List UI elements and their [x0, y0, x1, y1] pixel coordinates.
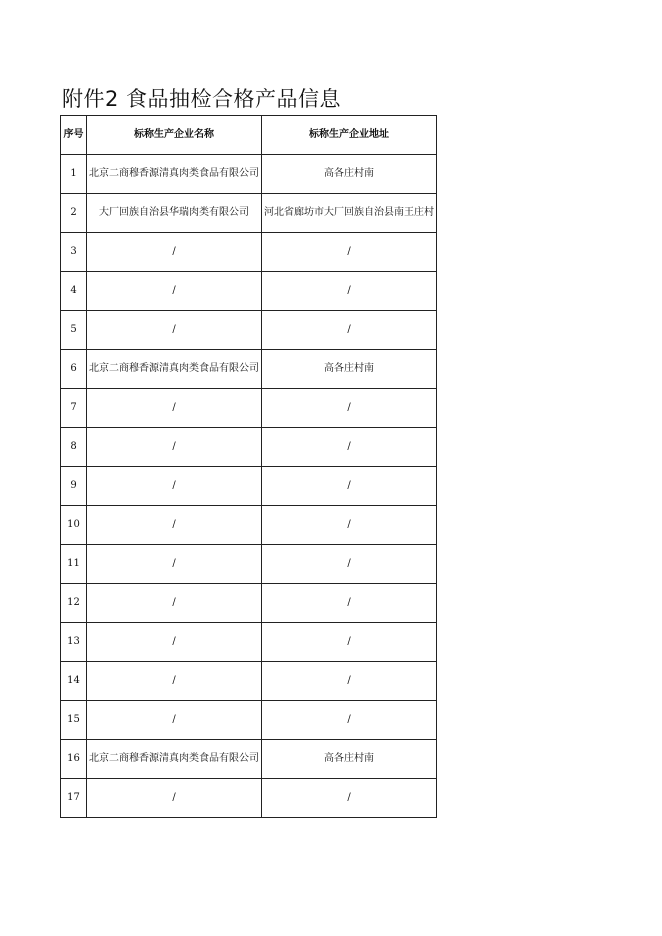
cell-serial: 10	[61, 506, 87, 545]
cell-company-name: /	[87, 311, 262, 350]
header-serial-number: 序号	[61, 116, 87, 155]
cell-serial: 1	[61, 155, 87, 194]
cell-serial: 16	[61, 740, 87, 779]
cell-company-name: 北京二商穆香源清真肉类食品有限公司	[87, 740, 262, 779]
cell-company-address: /	[262, 506, 437, 545]
cell-company-address: /	[262, 233, 437, 272]
cell-serial: 9	[61, 467, 87, 506]
cell-serial: 8	[61, 428, 87, 467]
cell-serial: 14	[61, 662, 87, 701]
cell-serial: 6	[61, 350, 87, 389]
cell-company-name: /	[87, 662, 262, 701]
table-row	[61, 350, 437, 389]
cell-serial: 15	[61, 701, 87, 740]
cell-serial: 7	[61, 389, 87, 428]
cell-serial: 2	[61, 194, 87, 233]
table-row	[61, 311, 437, 350]
cell-company-name: 北京二商穆香源清真肉类食品有限公司	[87, 155, 262, 194]
products-table	[60, 115, 437, 818]
cell-serial: 17	[61, 779, 87, 818]
cell-company-name: /	[87, 506, 262, 545]
header-company-name: 标称生产企业名称	[87, 116, 262, 155]
table-row	[61, 233, 437, 272]
table-row	[61, 467, 437, 506]
cell-company-address: 高各庄村南	[262, 740, 437, 779]
table-row	[61, 194, 437, 233]
header-company-address: 标称生产企业地址	[262, 116, 437, 155]
table-row	[61, 155, 437, 194]
cell-company-address: /	[262, 584, 437, 623]
cell-company-address: /	[262, 428, 437, 467]
cell-company-address: /	[262, 779, 437, 818]
cell-company-address: /	[262, 311, 437, 350]
cell-serial: 13	[61, 623, 87, 662]
table-row	[61, 779, 437, 818]
cell-company-address: /	[262, 389, 437, 428]
cell-company-name: /	[87, 623, 262, 662]
table-row	[61, 584, 437, 623]
cell-company-name: /	[87, 233, 262, 272]
cell-company-name: 大厂回族自治县华瑞肉类有限公司	[87, 194, 262, 233]
cell-company-name: /	[87, 272, 262, 311]
cell-company-address: /	[262, 662, 437, 701]
cell-serial: 3	[61, 233, 87, 272]
cell-company-name: /	[87, 389, 262, 428]
table-row	[61, 389, 437, 428]
cell-company-address: 高各庄村南	[262, 350, 437, 389]
table-header-row	[61, 116, 437, 155]
cell-company-address: /	[262, 467, 437, 506]
cell-company-address: /	[262, 545, 437, 584]
table-row	[61, 506, 437, 545]
cell-company-address: /	[262, 701, 437, 740]
cell-serial: 5	[61, 311, 87, 350]
cell-serial: 11	[61, 545, 87, 584]
table-row	[61, 272, 437, 311]
cell-company-name: /	[87, 584, 262, 623]
table-row	[61, 428, 437, 467]
cell-company-name: /	[87, 428, 262, 467]
cell-company-address: /	[262, 623, 437, 662]
cell-serial: 12	[61, 584, 87, 623]
cell-company-name: /	[87, 779, 262, 818]
table-row	[61, 701, 437, 740]
cell-company-name: 北京二商穆香源清真肉类食品有限公司	[87, 350, 262, 389]
cell-company-name: /	[87, 467, 262, 506]
cell-company-name: /	[87, 701, 262, 740]
cell-company-address: /	[262, 272, 437, 311]
cell-serial: 4	[61, 272, 87, 311]
table-row	[61, 623, 437, 662]
table-row	[61, 740, 437, 779]
table-row	[61, 545, 437, 584]
table-row	[61, 662, 437, 701]
page-title: 附件2 食品抽检合格产品信息	[62, 87, 342, 111]
cell-company-address: 河北省廊坊市大厂回族自治县南王庄村	[262, 194, 437, 233]
cell-company-address: 高各庄村南	[262, 155, 437, 194]
cell-company-name: /	[87, 545, 262, 584]
